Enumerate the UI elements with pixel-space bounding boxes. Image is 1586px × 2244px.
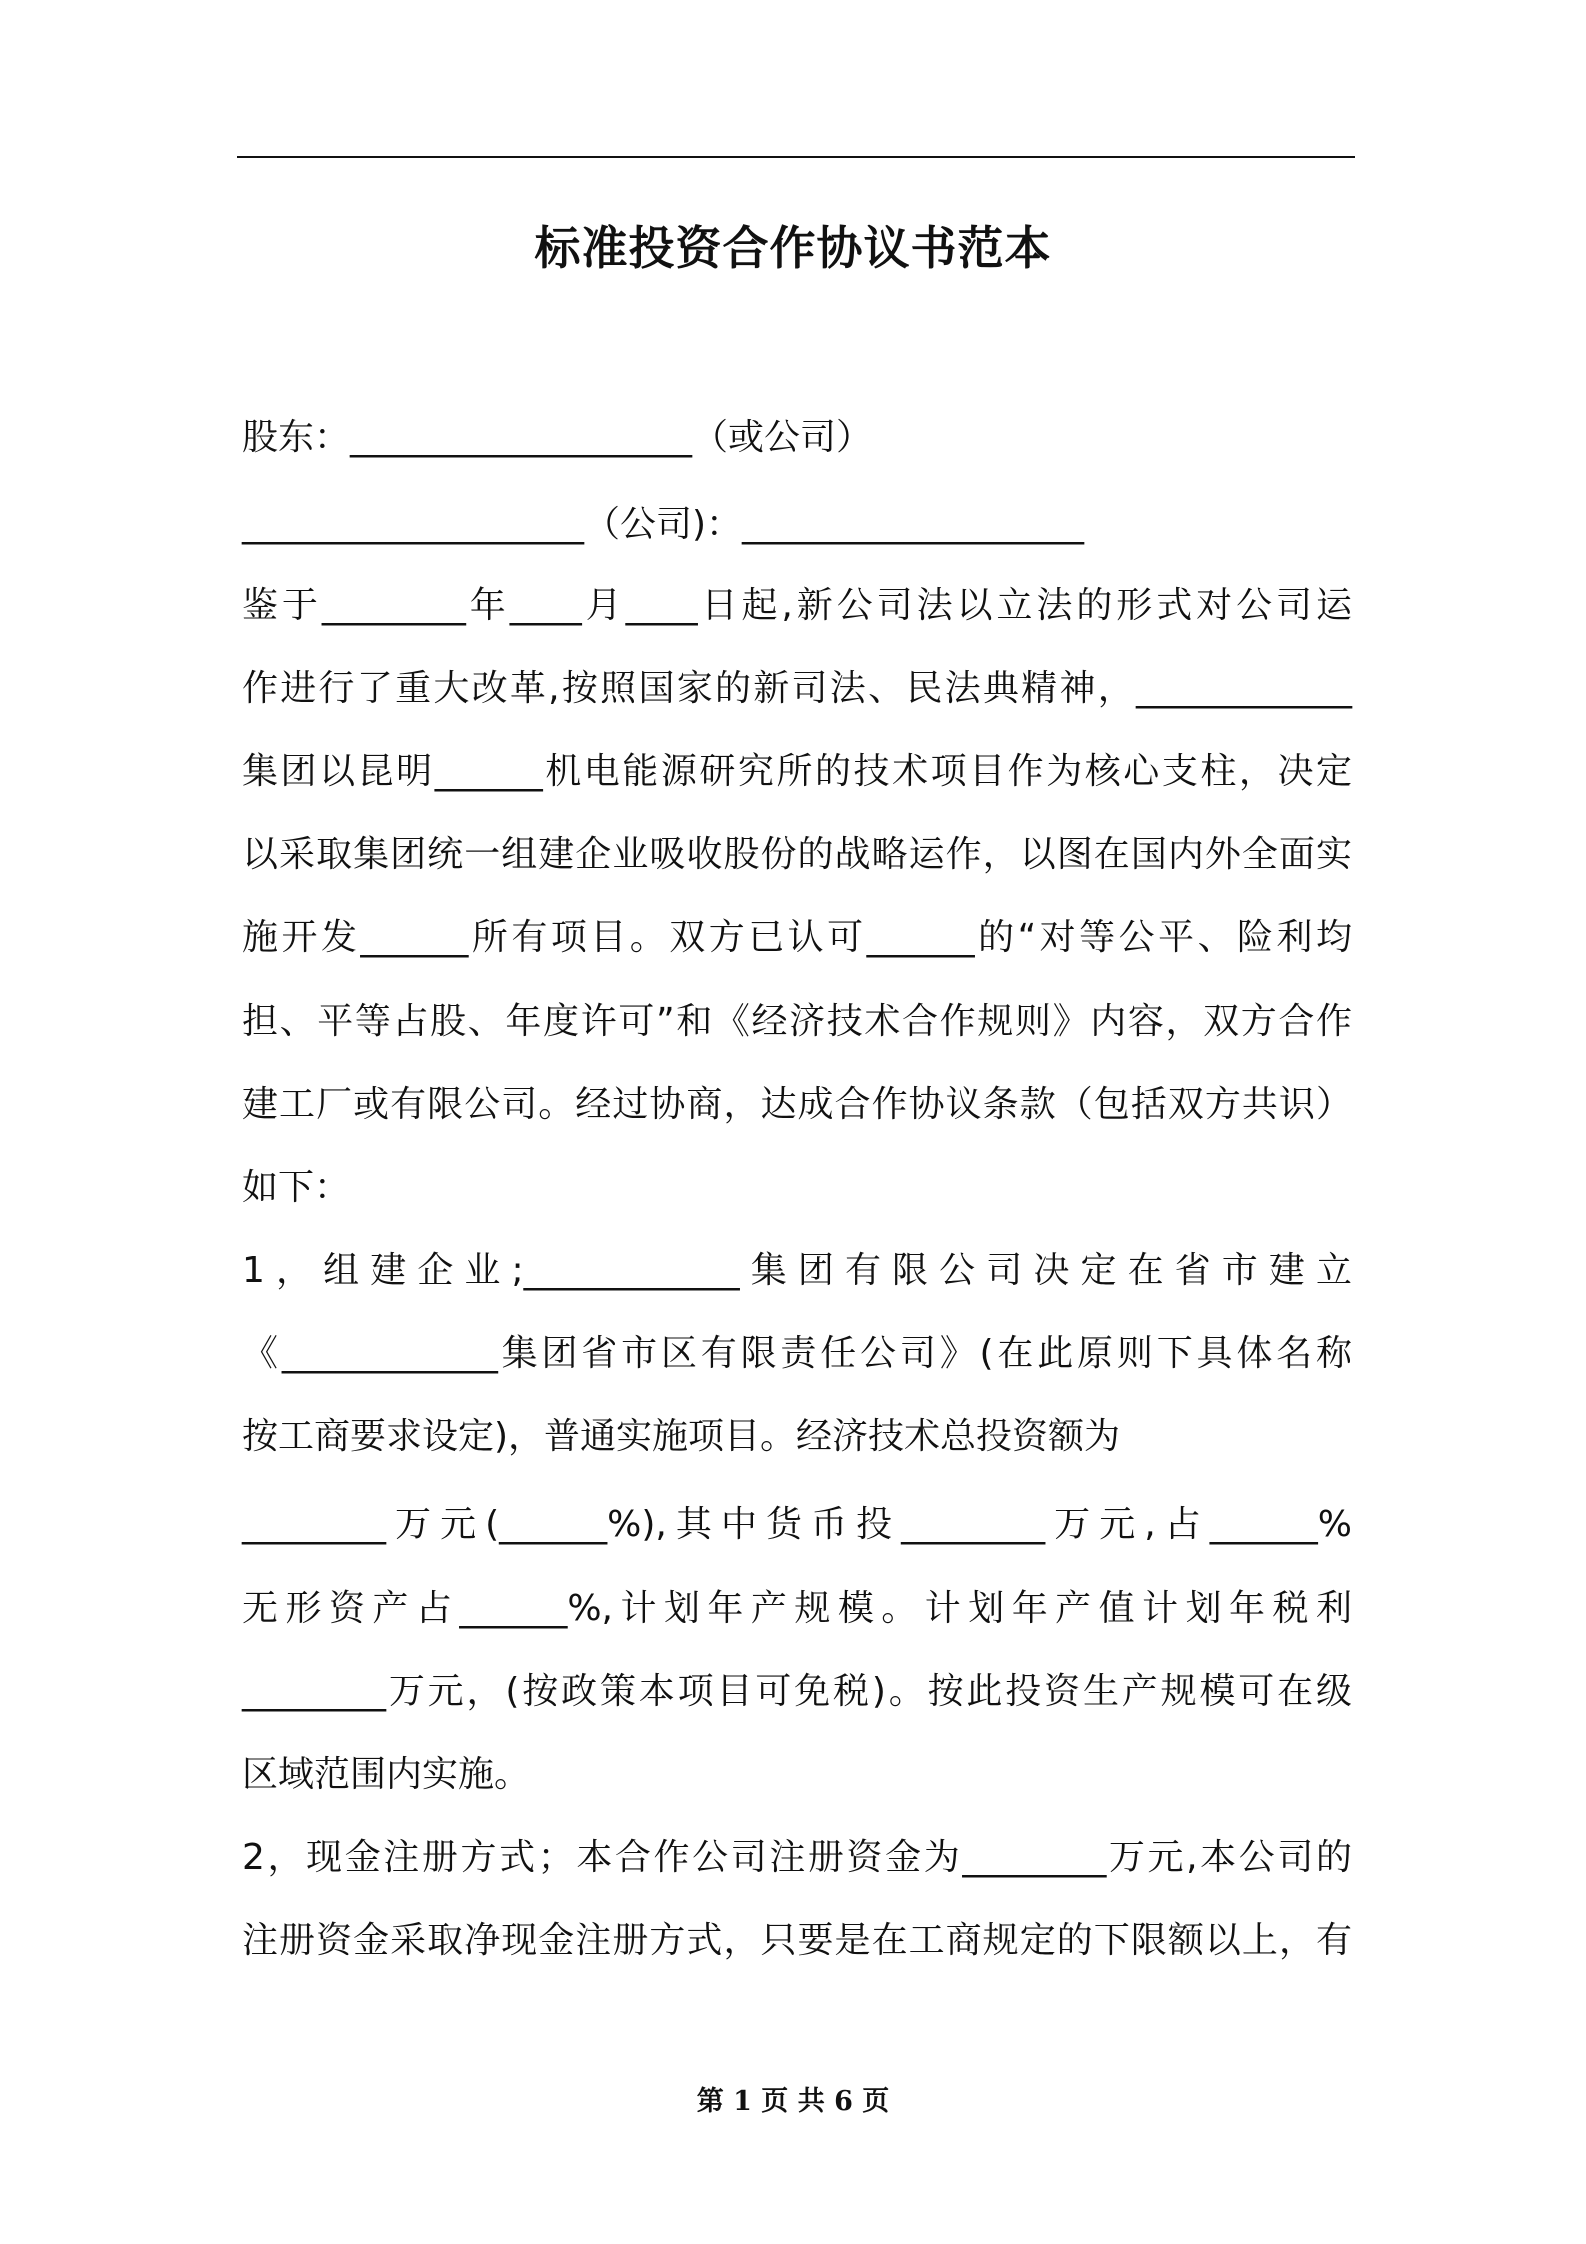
text-line-13: 按工商要求设定)，普通实施项目。经济技术总投资额为 — [242, 1416, 1121, 1457]
text-line-15: 无形资产占______%,计划年产规模。计划年产值计划年税利 — [242, 1588, 1352, 1629]
text-line-8: 担、平等占股、年度许可”和《经济技术合作规则》内容，双方合作 — [242, 1001, 1352, 1042]
text-line-1: 股东：___________________（或公司） — [242, 417, 873, 458]
text-line-19: 注册资金采取净现金注册方式，只要是在工商规定的下限额以上，有 — [242, 1920, 1352, 1961]
text-line-16: ________万元，(按政策本项目可免税)。按此投资生产规模可在级 — [242, 1671, 1352, 1712]
text-line-12: 《____________集团省市区有限责任公司》(在此原则下具体名称 — [242, 1333, 1352, 1374]
text-line-5: 集团以昆明______机电能源研究所的技术项目作为核心支柱，决定 — [242, 751, 1352, 792]
text-line-2: ___________________（公司)：___________________ — [242, 504, 1085, 545]
text-line-11: 1，组建企业;____________集团有限公司决定在省市建立 — [242, 1250, 1352, 1291]
text-line-4: 作进行了重大改革,按照国家的新司法、民法典精神，____________ — [242, 668, 1352, 709]
text-line-9: 建工厂或有限公司。经过协商，达成合作协议条款（包括双方共识） — [242, 1084, 1352, 1125]
text-line-10: 如下： — [242, 1167, 351, 1208]
text-line-18: 2，现金注册方式；本合作公司注册资金为________万元,本公司的 — [242, 1837, 1352, 1878]
text-line-14: ________万元(______%),其中货币投________万元,占______% — [242, 1504, 1352, 1545]
text-line-7: 施开发______所有项目。双方已认可______的“对等公平、险利均 — [242, 917, 1352, 958]
text-line-17: 区域范围内实施。 — [242, 1754, 531, 1795]
header-rule — [237, 156, 1355, 158]
text-line-6: 以采取集团统一组建企业吸收股份的战略运作，以图在国内外全面实 — [242, 834, 1352, 875]
page-number-footer: 第 1 页 共 6 页 — [696, 2086, 890, 2117]
document-title: 标准投资合作协议书范本 — [534, 221, 1052, 275]
text-line-3: 鉴于________年____月____日起,新公司法以立法的形式对公司运 — [242, 585, 1352, 626]
